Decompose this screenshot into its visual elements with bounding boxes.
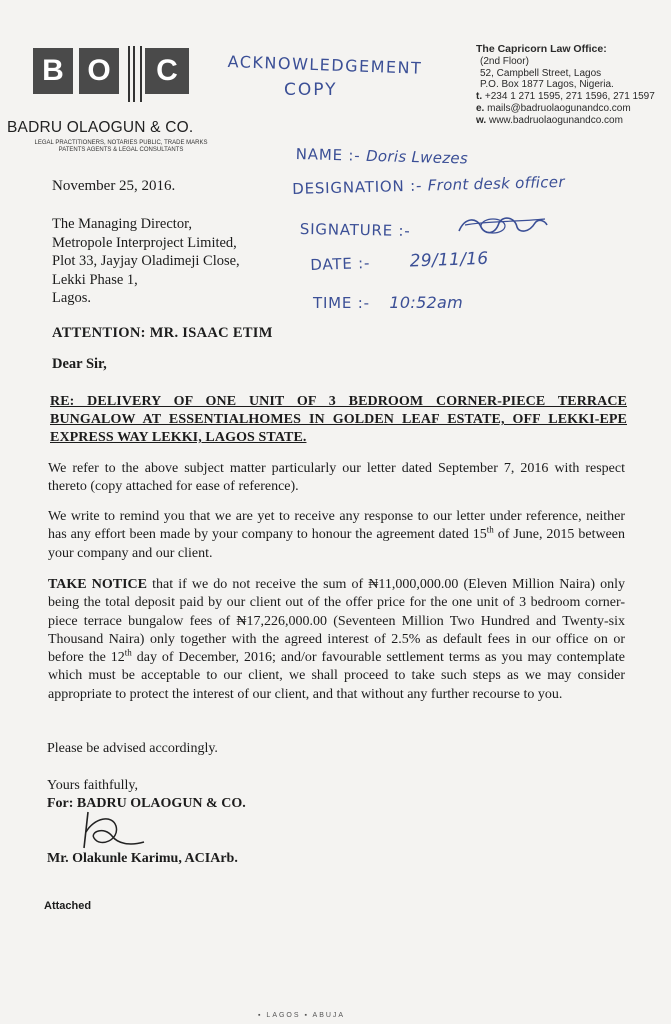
ack-time-label: TIME :- bbox=[313, 294, 370, 312]
ack-signature-line bbox=[300, 220, 411, 240]
recipient-line: Lagos. bbox=[52, 290, 92, 306]
paragraph-2-text-b: of June, 2015 between your company and our client. bbox=[48, 527, 625, 561]
firm-tagline bbox=[15, 140, 227, 154]
office-floor: (2nd Floor) bbox=[480, 55, 529, 67]
ack-time-value: 10:52am bbox=[389, 293, 464, 312]
acknowledgement-heading: ACKNOWLEDGEMENT bbox=[227, 52, 423, 78]
recipient-line: Metropole Interproject Limited, bbox=[52, 234, 237, 251]
logo-separator bbox=[128, 46, 142, 102]
attention-line: ATTENTION: MR. ISAAC ETIM bbox=[52, 325, 273, 341]
firm-tagline-line-2: PATENTS AGENTS & LEGAL CONSULTANTS bbox=[58, 147, 184, 153]
recipient-address bbox=[52, 215, 240, 308]
ack-date-label: DATE :- bbox=[310, 253, 371, 274]
logo-letter-o: O bbox=[79, 48, 119, 94]
ack-signature-scribble bbox=[455, 213, 550, 239]
signatory-name: Mr. Olakunle Karimu, ACIArb. bbox=[47, 851, 238, 866]
ack-designation-label: DESIGNATION :- bbox=[292, 176, 423, 198]
for-firm-line: For: BADRU OLAOGUN & CO. bbox=[47, 796, 246, 811]
web-label: w. bbox=[476, 114, 487, 126]
paragraph-3-text-b: day of December, 2016; and/or favourable settlement terms as you may contemplate which must be acceptable to our client, we shall proceed to take such steps as we may consider appropriate to protect the interest of our client, and that without any further recourse to you. bbox=[48, 650, 625, 702]
logo-letter-b: B bbox=[33, 48, 73, 94]
web-value: www.badruolaogunandco.com bbox=[488, 114, 623, 126]
firm-logo bbox=[33, 48, 193, 98]
ack-name-value: Doris Lwezes bbox=[365, 146, 469, 168]
ack-date-value: 29/11/16 bbox=[409, 248, 489, 272]
handwritten-signature bbox=[60, 808, 160, 856]
ack-time-line bbox=[313, 293, 463, 312]
ordinal-suffix: th bbox=[486, 524, 494, 535]
office-street: 52, Campbell Street, Lagos bbox=[480, 67, 602, 79]
logo-letter-c: C bbox=[145, 48, 189, 94]
attached-label: Attached bbox=[44, 900, 92, 912]
ack-designation-line bbox=[292, 173, 565, 198]
recipient-line: Plot 33, Jayjay Oladimeji Close, bbox=[52, 253, 240, 269]
firm-tagline-line-1: LEGAL PRACTITIONERS, NOTARIES PUBLIC, TRADE MARKS bbox=[34, 140, 208, 146]
ack-designation-value: Front desk officer bbox=[427, 172, 566, 195]
office-box: P.O. Box 1877 Lagos, Nigeria. bbox=[480, 79, 614, 91]
acknowledgement-copy: COPY bbox=[284, 80, 338, 100]
subject-line: RE: DELIVERY OF ONE UNIT OF 3 BEDROOM CORNER-PIECE TERRACE BUNGALOW AT ESSENTIALHOMES IN GOLDEN LEAF ESTATE, OFF LEKKI-EPE EXPRESS WAY LEKKI, LAGOS STATE. bbox=[50, 394, 627, 445]
office-title: The Capricorn Law Office: bbox=[476, 43, 607, 55]
email-value: mails@badruolaogunandco.com bbox=[487, 102, 631, 114]
recipient-line: The Managing Director, bbox=[52, 216, 192, 232]
ack-date-line bbox=[310, 249, 489, 275]
firm-name: BADRU OLAOGUN & CO. bbox=[7, 119, 194, 136]
office-address bbox=[476, 44, 655, 127]
office-tel bbox=[476, 91, 655, 103]
paragraph-3 bbox=[48, 576, 625, 704]
take-notice-label: TAKE NOTICE bbox=[48, 577, 147, 592]
paragraph-1: We refer to the above subject matter particularly our letter dated September 7, 2016 with respect thereto (copy attached for ease of reference). bbox=[48, 461, 625, 495]
closing-phrase: Yours faithfully, bbox=[47, 778, 139, 793]
ordinal-suffix: th bbox=[124, 647, 132, 658]
ack-name-line bbox=[296, 145, 469, 168]
letter-date: November 25, 2016. bbox=[52, 178, 176, 194]
paragraph-2-text-a: We write to remind you that we are yet to receive any response to our letter under reference, neither has any effort been made by your company to honour the agreement dated 15 bbox=[48, 509, 625, 543]
salutation: Dear Sir, bbox=[52, 356, 107, 372]
paragraph-2 bbox=[48, 508, 625, 563]
office-web bbox=[476, 115, 655, 127]
advised-line: Please be advised accordingly. bbox=[47, 741, 218, 756]
footer-locations: ▪ LAGOS ▪ ABUJA bbox=[258, 1012, 346, 1019]
tel-label: t. bbox=[476, 91, 483, 103]
paragraph-3-text-a: that if we do not receive the sum of ₦11,000,000.00 (Eleven Million Naira) only being the total deposit paid by our client out of the offer price for the one unit of 3 bedroom corner-piece terrace bungalow fees of ₦17,226,000.00 (Seventeen Million Two Hundred and Twenty-six Thousand Naira) only together with the agreed interest of 2.5% as default fees in our office on or before the 12 bbox=[48, 577, 625, 666]
office-email bbox=[476, 103, 655, 115]
recipient-line: Lekki Phase 1, bbox=[52, 271, 138, 288]
email-label: e. bbox=[476, 102, 485, 114]
tel-value: +234 1 271 1595, 271 1596, 271 1597 bbox=[484, 91, 655, 103]
ack-signature-label: SIGNATURE :- bbox=[299, 220, 411, 240]
ack-name-label: NAME :- bbox=[295, 145, 361, 165]
